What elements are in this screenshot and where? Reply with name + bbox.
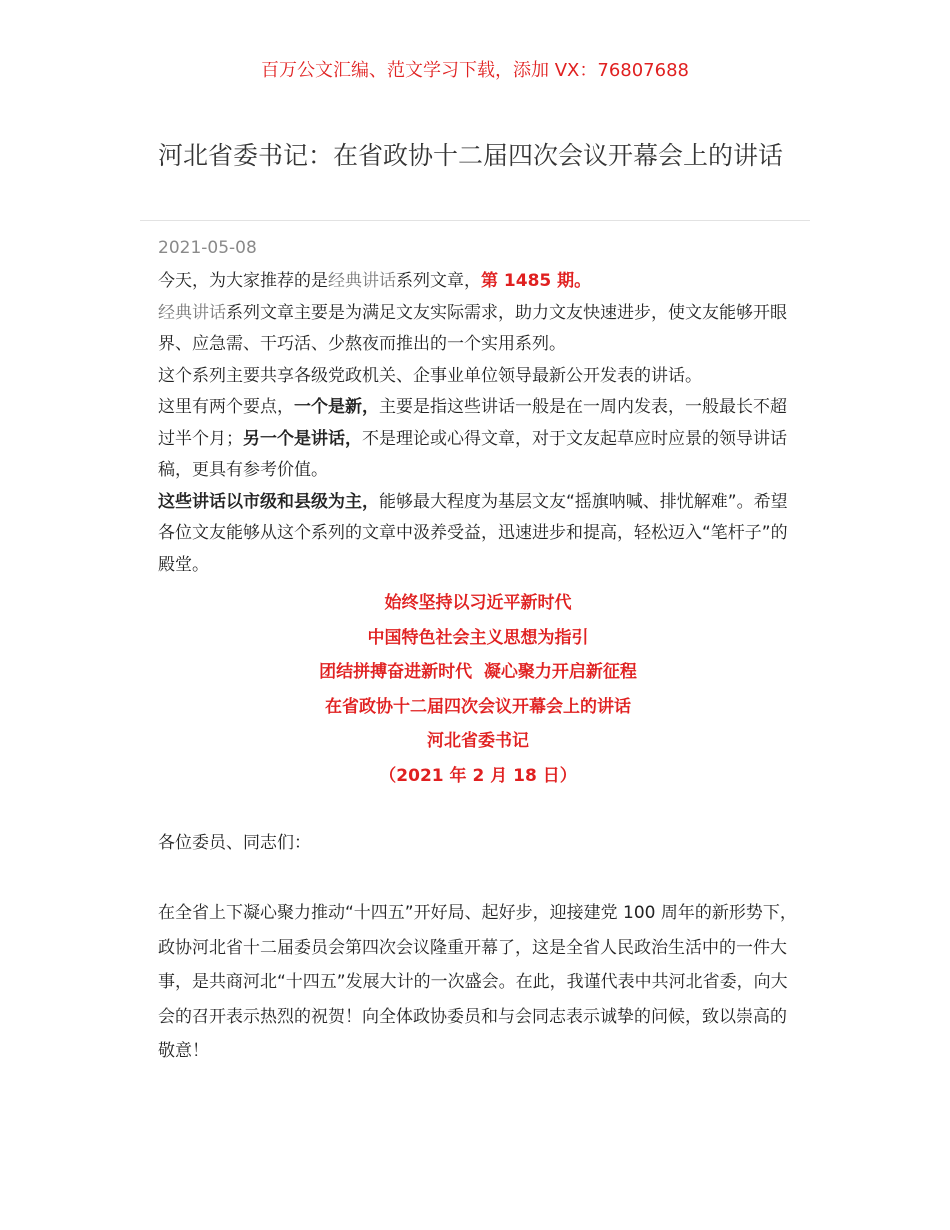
heading-line-4: 在省政协十二届四次会议开幕会上的讲话 <box>325 696 631 717</box>
intro-text: 不是理论或心得文章，对于文友起草应时应景的领导讲话稿，更具有参考价值。 <box>158 428 787 480</box>
heading-line-5: 河北省委书记 <box>427 731 529 751</box>
intro-paragraph-5 <box>158 487 798 582</box>
key-point-2: 另一个是讲话， <box>243 428 362 449</box>
article-title: 河北省委书记：在省政协十二届四次会议开幕会上的讲话 <box>158 141 784 170</box>
heading-line-3: 团结拼搏奋进新时代 凝心聚力开启新征程 <box>319 662 637 682</box>
intro-paragraph-1 <box>158 266 798 298</box>
heading-line-2: 中国特色社会主义思想为指引 <box>367 627 589 648</box>
promo-banner: 百万公文汇编、范文学习下载，添加 VX：76807688 <box>261 60 689 81</box>
intro-text: 主要是指这些讲话一般是在一周内发表，一般最长不超过半个月； <box>158 397 787 449</box>
intro-text: 系列文章主要是为满足文友实际需求，助力文友快速进步，使文友能够开眼界、应急需、干巧活、少熬夜而推出的一个实用系列。 <box>158 302 787 354</box>
title-divider <box>140 220 810 221</box>
intro-paragraph-4 <box>158 392 798 487</box>
intro-section <box>158 266 798 581</box>
series-name: 经典讲话 <box>328 271 396 291</box>
series-name: 经典讲话 <box>158 302 226 323</box>
heading-line-1: 始终坚持以习近平新时代 <box>384 593 572 613</box>
publish-date: 2021-05-08 <box>158 238 257 258</box>
speech-greeting: 各位委员、同志们： <box>158 833 311 853</box>
intro-text: 今天，为大家推荐的是 <box>158 271 328 291</box>
issue-number: 第 1485 期。 <box>481 271 592 291</box>
key-point-1: 一个是新， <box>294 397 379 417</box>
speech-heading <box>158 586 798 793</box>
intro-paragraph-2 <box>158 298 798 361</box>
intro-text: 系列文章， <box>396 271 481 291</box>
intro-paragraph-3: 这个系列主要共享各级党政机关、企事业单位领导最新公开发表的讲话。 <box>158 365 702 386</box>
speech-body-paragraph: 在全省上下凝心聚力推动“十四五”开好局、起好步，迎接建党 100 周年的新形势下，政协河北省十二届委员会第四次会议隆重开幕了，这是全省人民政治生活中的一件大事，是共商河北“十四五”发展大计的一次盛会。在此，我谨代表中共河北省委，向大会的召开表示热烈的祝贺！向全体政协委员和与会同志表示诚挚的问候，致以崇高的敬意！ <box>158 903 797 1061</box>
intro-text: 能够最大程度为基层文友“摇旗呐喊、排忧解难”。希望各位文友能够从这个系列的文章中汲养受益，迅速进步和提高，轻松迈入“笔杆子”的殿堂。 <box>158 491 788 575</box>
key-point-3: 这些讲话以市级和县级为主， <box>158 491 379 512</box>
intro-text: 这里有两个要点， <box>158 397 294 417</box>
heading-date: （2021 年 2 月 18 日） <box>379 765 577 786</box>
